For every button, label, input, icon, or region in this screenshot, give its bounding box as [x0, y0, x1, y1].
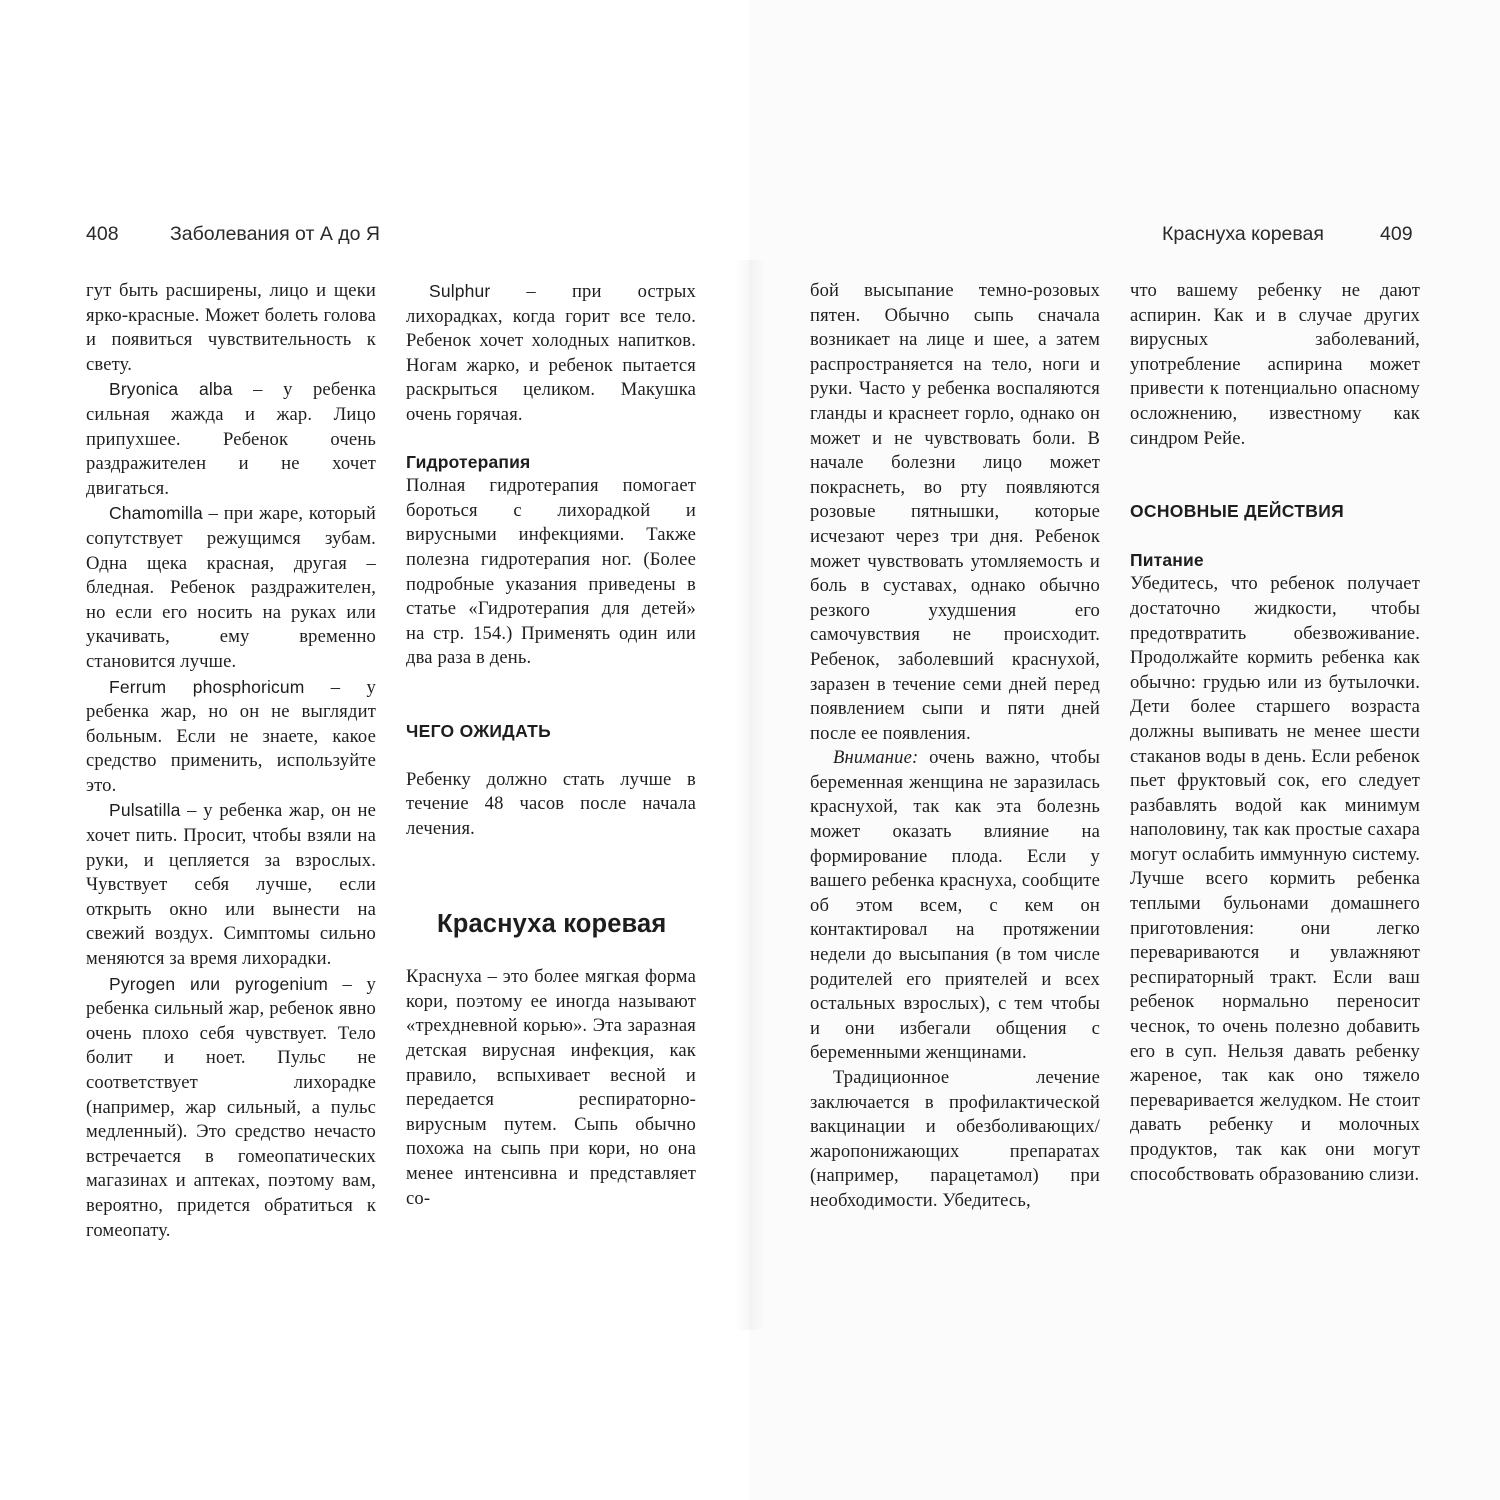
remedy-name: Pulsatilla — [109, 800, 181, 821]
attention-paragraph — [810, 746, 1100, 1066]
page-number-left: 408 — [86, 223, 119, 245]
remedy-entry — [406, 279, 696, 428]
remedy-text: – у ребенка сильная жажда и жар. Лицо припухшее. Ребенок очень раздражителен и не хочет двигаться. — [86, 379, 377, 499]
column-1 — [86, 279, 376, 1243]
column-2 — [406, 279, 696, 1211]
right-page — [749, 0, 1500, 1500]
remedy-entry — [86, 377, 376, 501]
page-number-right: 409 — [1380, 223, 1413, 245]
remedy-text: – у ребенка жар, он не хочет пить. Просит, чтобы взяли на руки, и цепляется за взрослых. Чувствует себя лучше, если открыть окно или вынести на свежий воздух. Симптомы сильно меняются за время лихорадки. — [86, 800, 376, 970]
subheading-nutrition: Питание — [1130, 549, 1204, 570]
running-head-left: Заболевания от А до Я — [170, 223, 380, 245]
remedy-entry — [86, 798, 376, 971]
subheading-hydrotherapy: Гидротерапия — [406, 451, 531, 472]
remedy-name: Pyrogen или pyrogenium — [109, 973, 328, 994]
paragraph: Краснуха – это более мягкая форма кори, поэтому ее иногда называют «трехдневной корью». Эта заразная детская вирусная инфекция, как правило, вспыхивает весной и передается респираторно-вирусным путем. Сыпь обычно похожа на сыпь при кори, но она менее интенсивна и представляет со- — [406, 966, 696, 1209]
gutter-shadow — [735, 260, 765, 1330]
running-head-right: Краснуха коревая — [1162, 223, 1324, 245]
remedy-name: Sulphur — [429, 281, 491, 301]
paragraph: что вашему ребенку не дают аспирин. Как и в случае других вирусных заболеваний, употребление аспирина может привести к потенциально опасному осложнению, известному как синдром Рейе. — [1130, 280, 1420, 449]
left-page — [0, 0, 749, 1500]
remedy-name: Chamomilla — [109, 503, 203, 524]
remedy-text: – у ребенка жар, но он не выглядит больным. Если не знаете, какое средство применить, используйте это. — [86, 676, 376, 796]
remedy-name: Bryonica alba — [109, 379, 233, 400]
attention-text: очень важно, чтобы беременная женщина не заразилась краснухой, так как эта болезнь может оказать влияние на формирование плода. Если у вашего ребенка краснуха, сообщите об этом всем, с кем он контактировал на протяжении недели до высыпания (в том числе родителей его приятелей и всех остальных взрослых), с тем чтобы и они избегали общения с беременными женщинами. — [810, 747, 1100, 1064]
paragraph: бой высыпание темно-розовых пятен. Обычно сыпь сначала возникает на лице и шее, а затем распространяется на тело, ноги и руки. Часто у ребенка воспаляются гланды и краснеет горло, однако он может и не чувствовать боли. В начале болезни лицо может покраснеть, во рту появляются розовые пятнышки, которые исчезают через три дня. Ребенок может чувствовать утомляемость и боль в суставах, однако обычно резкого ухудшения его самочувствия не происходит. Ребенок, заболевший краснухой, заразен в течение семи дней перед появлением сыпи и пяти дней после ее появления. — [810, 280, 1100, 744]
column-3 — [810, 279, 1100, 1214]
remedy-text: – при острых лихорадках, когда горит все тело. Ребенок хочет холодных напитков. Ногам жарко, и ребенок пытается раскрыться целиком. Макушка очень горячая. — [406, 281, 696, 425]
remedy-text: – при жаре, который сопутствует режущимся зубам. Одна щека красная, другая – бледная. Ребенок раздражителен, но если его носить на руках или укачивать, ему временно становится лучше. — [86, 503, 376, 672]
paragraph: Ребенку должно стать лучше в течение 48 часов после начала лечения. — [406, 768, 696, 839]
article-title: Краснуха коревая — [437, 910, 667, 939]
paragraph: Традиционное лечение заключается в профилактической вакцинации и обезболивающих/жаропонижающих препаратах (например, парацетамол) при необходимости. Убедитесь, — [810, 1067, 1100, 1211]
attention-label: Внимание: — [833, 747, 919, 769]
paragraph: гут быть расширены, лицо и щеки ярко-красные. Может болеть голова и появиться чувствительность к свету. — [86, 280, 376, 375]
paragraph: Убедитесь, что ребенок получает достаточно жидкости, чтобы предотвратить обезвоживание. Продолжайте кормить ребенка как обычно: грудью или из бутылочки. Дети более старшего возраста должны выпивать не менее шести стаканов воды в день. Если ребенок пьет фруктовый сок, его следует разбавлять водой как минимум наполовину, так как простые сахара могут ослабить иммунную систему. Лучше всего кормить ребенка теплыми бульонами домашнего приготовления: они легко перевариваются и увлажняют респираторный тракт. Если ваш ребенок нормально переносит чеснок, то очень полезно добавить его в суп. Нельзя давать ребенку жареное, так как оно тяжело переваривается желудком. Не стоит давать ребенку и молочных продуктов, так как они могут способствовать образованию слизи. — [1130, 573, 1420, 1185]
section-heading-what-to-expect: ЧЕГО ОЖИДАТЬ — [406, 720, 552, 741]
remedy-text: – у ребенка сильный жар, ребенок явно очень плохо себя чувствует. Тело болит и ноет. Пульс не соответствует лихорадке (например, жар сильный, а пульс медленный). Это средство нечасто встречается в гомеопатических магазинах и аптеках, поэтому вам, вероятно, придется обратиться к гомеопату. — [86, 973, 376, 1241]
section-heading-main-actions: ОСНОВНЫЕ ДЕЙСТВИЯ — [1130, 501, 1344, 522]
paragraph: Полная гидротерапия помогает бороться с лихорадкой и вирусными инфекциями. Также полезна гидротерапия ног. (Более подробные указания приведены в статье «Гидротерапия для детей» на стр. 154.) Применять один или два раза в день. — [406, 475, 696, 669]
remedy-entry — [86, 972, 376, 1244]
remedy-entry — [86, 675, 376, 799]
remedy-entry — [86, 501, 376, 674]
column-4 — [1130, 279, 1420, 1187]
remedy-name: Ferrum phosphoricum — [109, 676, 305, 697]
